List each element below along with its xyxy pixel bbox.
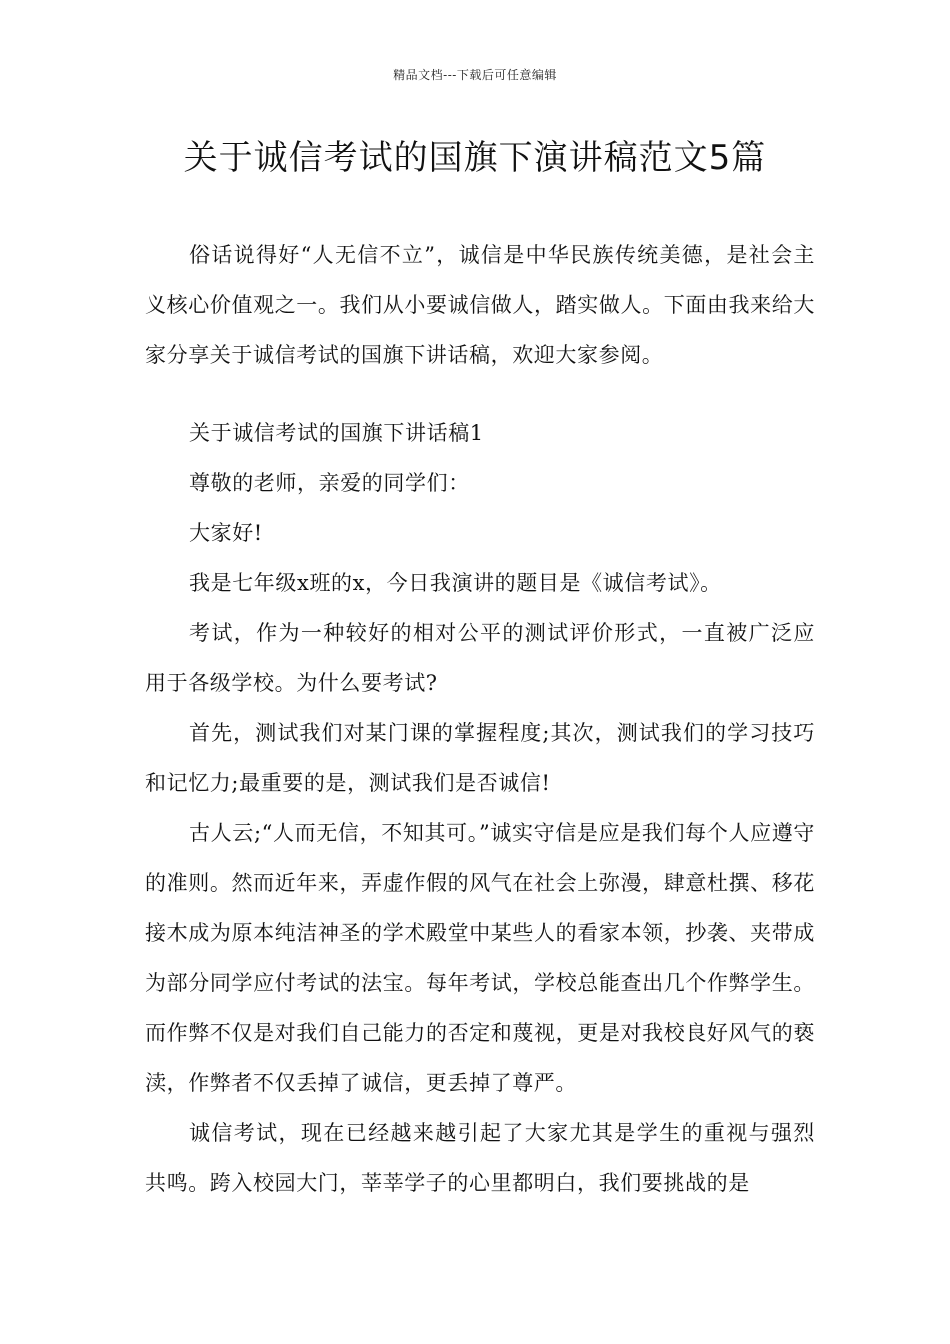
body-paragraph: 古人云;“人而无信，不知其可。”诚实守信是应是我们每个人应遵守的准则。然而近年来，弄虚作假的风气在社会上弥漫，肆意杜撰、移花接木成为原本纯洁神圣的学术殿堂中某些人的看家本领，抄袭、夹带成为部分同学应付考试的法宝。每年考试，学校总能查出几个作弊学生。而作弊不仅是对我们自己能力的否定和蔑视，更是对我校良好风气的亵渎，作弊者不仅丢掉了诚信，更丢掉了尊严。 — [145, 821, 815, 1095]
document-title: 关于诚信考试的国旗下演讲稿范文5篇 — [183, 138, 767, 178]
body-paragraph: 首先，测试我们对某门课的掌握程度;其次，测试我们的学习技巧和记忆力;最重要的是，测试我们是否诚信! — [145, 721, 815, 795]
intro-paragraph: 俗话说得好“人无信不立”，诚信是中华民族传统美德，是社会主义核心价值观之一。我们从小要诚信做人，踏实做人。下面由我来给大家分享关于诚信考试的国旗下讲话稿，欢迎大家参阅。 — [145, 243, 815, 367]
body-paragraph: 诚信考试，现在已经越来越引起了大家尤其是学生的重视与强烈共鸣。跨入校园大门，莘莘学子的心里都明白，我们要挑战的是 — [145, 1121, 815, 1195]
greeting-paragraph: 大家好! — [189, 521, 263, 545]
body-paragraph: 我是七年级x班的x，今日我演讲的题目是《诚信考试》。 — [189, 571, 722, 595]
body-paragraph: 考试，作为一种较好的相对公平的测试评价形式，一直被广泛应用于各级学校。为什么要考试? — [145, 621, 815, 695]
header-note: 精品文档---下载后可任意编辑 — [393, 68, 557, 82]
salutation-paragraph: 尊敬的老师，亲爱的同学们： — [189, 471, 470, 495]
section-heading: 关于诚信考试的国旗下讲话稿1 — [189, 421, 484, 445]
document-body — [145, 230, 815, 1208]
